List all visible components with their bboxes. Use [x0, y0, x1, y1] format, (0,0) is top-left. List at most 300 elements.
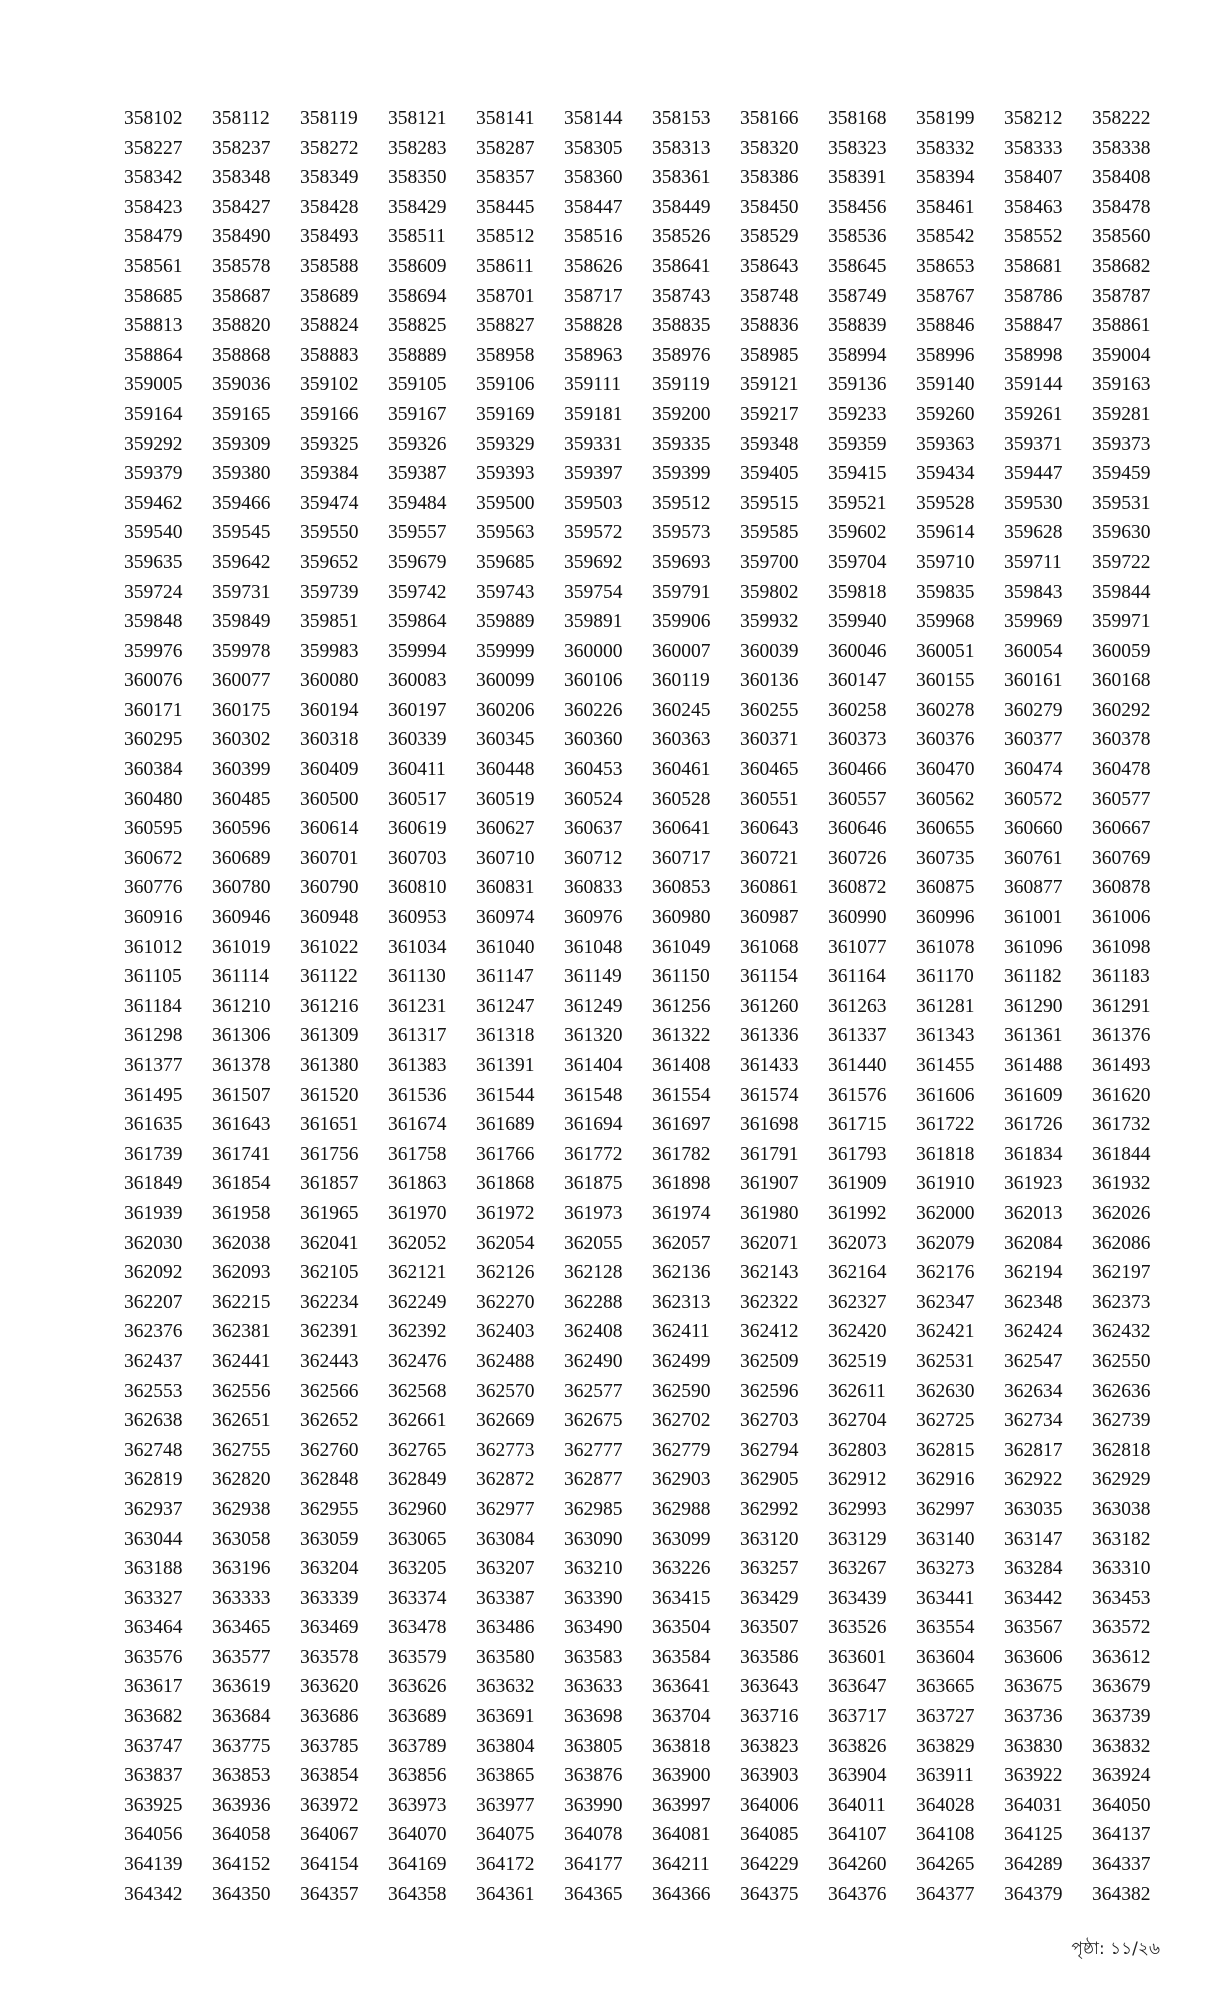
roll-number-cell: 362916 — [916, 1469, 975, 1491]
roll-number-cell: 362054 — [476, 1232, 535, 1254]
roll-number-cell: 360710 — [476, 847, 535, 869]
roll-number-cell: 358478 — [1092, 196, 1151, 218]
roll-number-cell: 362105 — [300, 1262, 359, 1284]
roll-number-cell: 358456 — [828, 196, 887, 218]
roll-number-cell: 360461 — [652, 759, 711, 781]
roll-number-cell: 358825 — [388, 315, 447, 337]
roll-number-cell: 361048 — [564, 936, 623, 958]
roll-number-cell: 362249 — [388, 1291, 447, 1313]
roll-number-cell: 359005 — [124, 374, 183, 396]
roll-number-cell: 362313 — [652, 1291, 711, 1313]
roll-number-cell: 358643 — [740, 255, 799, 277]
roll-number-cell: 358516 — [564, 226, 623, 248]
roll-number-cell: 360155 — [916, 670, 975, 692]
roll-number-cell: 360572 — [1004, 788, 1063, 810]
roll-number-cell: 360080 — [300, 670, 359, 692]
roll-number-cell: 361643 — [212, 1114, 271, 1136]
roll-number-cell: 361939 — [124, 1202, 183, 1224]
roll-number-cell: 362803 — [828, 1439, 887, 1461]
roll-number-cell: 361078 — [916, 936, 975, 958]
roll-number-cell: 358463 — [1004, 196, 1063, 218]
roll-number-cell: 361739 — [124, 1143, 183, 1165]
roll-number-cell: 358767 — [916, 285, 975, 307]
roll-number-cell: 359326 — [388, 433, 447, 455]
roll-number-cell: 359802 — [740, 581, 799, 603]
roll-number-cell: 363038 — [1092, 1498, 1151, 1520]
roll-number-cell: 362207 — [124, 1291, 183, 1313]
roll-number-cell: 363273 — [916, 1558, 975, 1580]
roll-number-cell: 358119 — [300, 108, 358, 129]
roll-number-cell: 364006 — [740, 1794, 799, 1816]
roll-number-cell: 358985 — [740, 344, 799, 366]
roll-number-cell: 363832 — [1092, 1735, 1151, 1757]
roll-number-cell: 361910 — [916, 1173, 975, 1195]
roll-number-cell: 363058 — [212, 1528, 271, 1550]
roll-number-cell: 362566 — [300, 1380, 359, 1402]
roll-number-cell: 359329 — [476, 433, 535, 455]
roll-number-cell: 358839 — [828, 315, 887, 337]
roll-number-cell: 358827 — [476, 315, 535, 337]
roll-number-cell: 360378 — [1092, 729, 1151, 751]
roll-number-cell: 359540 — [124, 522, 183, 544]
roll-number-cell: 363647 — [828, 1676, 887, 1698]
roll-number-cell: 361992 — [828, 1202, 887, 1224]
roll-number-cell: 360528 — [652, 788, 711, 810]
roll-number-cell: 360147 — [828, 670, 887, 692]
roll-number-cell: 362013 — [1004, 1202, 1063, 1224]
roll-number-cell: 360596 — [212, 818, 271, 840]
roll-number-cell: 363775 — [212, 1735, 271, 1757]
roll-number-cell: 359281 — [1092, 403, 1151, 425]
roll-number-cell: 358348 — [212, 167, 271, 189]
roll-number-cell: 360667 — [1092, 818, 1151, 840]
roll-number-cell: 363579 — [388, 1646, 447, 1668]
roll-number-cell: 359373 — [1092, 433, 1151, 455]
roll-number-cell: 359217 — [740, 403, 799, 425]
roll-number-cell: 359531 — [1092, 492, 1151, 514]
roll-number-cell: 359739 — [300, 581, 359, 603]
roll-number-cell: 362912 — [828, 1469, 887, 1491]
roll-number-cell: 360059 — [1092, 640, 1151, 662]
roll-number-cell: 363977 — [476, 1794, 535, 1816]
roll-number-cell: 358864 — [124, 344, 183, 366]
roll-number-cell: 364125 — [1004, 1824, 1063, 1846]
roll-number-cell: 359260 — [916, 403, 975, 425]
roll-number-cell: 361231 — [388, 995, 447, 1017]
roll-number-cell: 359557 — [388, 522, 447, 544]
roll-number-cell: 360376 — [916, 729, 975, 751]
roll-number-cell: 360562 — [916, 788, 975, 810]
roll-number-cell: 360161 — [1004, 670, 1063, 692]
roll-number-cell: 360474 — [1004, 759, 1063, 781]
roll-number-cell: 361974 — [652, 1202, 711, 1224]
roll-number-cell: 363084 — [476, 1528, 535, 1550]
roll-number-cell: 359704 — [828, 551, 887, 573]
roll-number-cell: 358542 — [916, 226, 975, 248]
roll-number-cell: 360470 — [916, 759, 975, 781]
roll-number-cell: 361105 — [124, 966, 182, 988]
roll-number-cell: 358685 — [124, 285, 183, 307]
roll-number-cell: 358320 — [740, 137, 799, 159]
roll-number-cell: 361544 — [476, 1084, 535, 1106]
roll-number-cell: 359379 — [124, 463, 183, 485]
roll-number-cell: 361006 — [1092, 907, 1151, 929]
roll-number-cell: 361383 — [388, 1055, 447, 1076]
roll-number-cell: 358824 — [300, 315, 359, 337]
roll-number-cell: 358323 — [828, 137, 887, 159]
roll-number-cell: 362176 — [916, 1262, 975, 1284]
roll-number-cell: 358222 — [1092, 108, 1151, 129]
roll-number-cell: 360278 — [916, 699, 975, 721]
roll-number-cell: 363911 — [916, 1765, 974, 1787]
roll-number-cell: 361306 — [212, 1025, 271, 1047]
roll-number-cell: 364139 — [124, 1854, 183, 1876]
roll-number-cell: 360054 — [1004, 640, 1063, 662]
roll-number-cell: 362197 — [1092, 1262, 1151, 1284]
roll-number-cell: 361150 — [652, 966, 710, 988]
roll-number-cell: 362725 — [916, 1410, 975, 1432]
roll-number-cell: 362026 — [1092, 1202, 1151, 1224]
roll-number-cell: 363854 — [300, 1765, 359, 1787]
roll-number-cell: 363925 — [124, 1794, 183, 1816]
roll-number-cell: 360206 — [476, 699, 535, 721]
roll-number-cell: 362993 — [828, 1498, 887, 1520]
roll-number-cell: 358846 — [916, 315, 975, 337]
roll-number-cell: 358813 — [124, 315, 183, 337]
roll-number-cell: 363829 — [916, 1735, 975, 1757]
roll-number-cell: 361281 — [916, 995, 975, 1017]
roll-number-cell: 361722 — [916, 1114, 975, 1136]
roll-number-cell: 362988 — [652, 1498, 711, 1520]
roll-number-cell: 360519 — [476, 788, 535, 810]
roll-number-cell: 361154 — [740, 966, 798, 988]
roll-number-cell: 361122 — [300, 966, 358, 988]
roll-number-cell: 360478 — [1092, 759, 1151, 781]
roll-number-cell: 363035 — [1004, 1498, 1063, 1520]
roll-number-cell: 361689 — [476, 1114, 535, 1136]
roll-number-cell: 362703 — [740, 1410, 799, 1432]
roll-number-cell: 363823 — [740, 1735, 799, 1757]
roll-number-cell: 359614 — [916, 522, 975, 544]
roll-number-cell: 363486 — [476, 1617, 535, 1639]
roll-number-cell: 363736 — [1004, 1706, 1063, 1728]
roll-number-cell: 361440 — [828, 1055, 887, 1076]
roll-number-cell: 362443 — [300, 1350, 359, 1372]
roll-number-cell: 360453 — [564, 759, 623, 781]
roll-number-cell: 361818 — [916, 1143, 975, 1165]
roll-number-cell: 363900 — [652, 1765, 711, 1787]
roll-number-cell: 359165 — [212, 403, 271, 425]
roll-number-cell: 363922 — [1004, 1765, 1063, 1787]
roll-number-cell: 361635 — [124, 1114, 183, 1136]
roll-number-cell: 361377 — [124, 1055, 183, 1076]
roll-number-cell: 363617 — [124, 1676, 183, 1698]
roll-number-cell: 364229 — [740, 1854, 799, 1876]
roll-number-cell: 363507 — [740, 1617, 799, 1639]
roll-number-cell: 364177 — [564, 1854, 623, 1876]
roll-number-cell: 358449 — [652, 196, 711, 218]
roll-number-cell: 361958 — [212, 1202, 271, 1224]
roll-number-cell: 358536 — [828, 226, 887, 248]
roll-number-cell: 361216 — [300, 995, 359, 1017]
roll-number-cell: 362519 — [828, 1350, 887, 1372]
roll-number-cell: 363804 — [476, 1735, 535, 1757]
roll-number-cell: 359359 — [828, 433, 887, 455]
roll-number-cell: 360996 — [916, 907, 975, 929]
roll-number-cell: 358861 — [1092, 315, 1151, 337]
roll-number-cell: 363429 — [740, 1587, 799, 1609]
roll-number-cell: 360831 — [476, 877, 535, 899]
roll-number-cell: 358332 — [916, 137, 975, 159]
roll-number-cell: 361782 — [652, 1143, 711, 1165]
roll-number-cell: 363853 — [212, 1765, 271, 1787]
roll-number-cell: 359331 — [564, 433, 623, 455]
roll-number-cell: 363675 — [1004, 1676, 1063, 1698]
roll-number-cell: 363936 — [212, 1794, 271, 1816]
roll-number-cell: 359585 — [740, 522, 799, 544]
roll-number-cell: 362391 — [300, 1321, 359, 1343]
roll-number-cell: 359693 — [652, 551, 711, 573]
roll-number-cell: 363267 — [828, 1558, 887, 1580]
roll-number-cell: 362509 — [740, 1350, 799, 1372]
roll-number-cell: 360916 — [124, 907, 183, 929]
roll-number-cell: 363442 — [1004, 1587, 1063, 1609]
roll-number-cell: 360641 — [652, 818, 711, 840]
roll-number-cell: 358408 — [1092, 167, 1151, 189]
roll-number-cell: 362779 — [652, 1439, 711, 1461]
roll-number-cell: 362590 — [652, 1380, 711, 1402]
roll-number-cell: 358653 — [916, 255, 975, 277]
roll-number-cell: 363604 — [916, 1646, 975, 1668]
roll-number-cell: 364211 — [652, 1854, 710, 1876]
roll-number-cell: 360726 — [828, 847, 887, 869]
roll-number-cell: 358749 — [828, 285, 887, 307]
roll-number-cell: 359462 — [124, 492, 183, 514]
roll-number-cell: 361875 — [564, 1173, 623, 1195]
roll-number-cell: 360106 — [564, 670, 623, 692]
roll-number-cell: 362992 — [740, 1498, 799, 1520]
roll-number-cell: 358958 — [476, 344, 535, 366]
roll-number-cell: 359387 — [388, 463, 447, 485]
roll-number-cell: 360990 — [828, 907, 887, 929]
roll-number-cell: 362922 — [1004, 1469, 1063, 1491]
roll-number-cell: 363504 — [652, 1617, 711, 1639]
roll-number-cell: 363567 — [1004, 1617, 1063, 1639]
roll-number-cell: 360136 — [740, 670, 799, 692]
roll-number-cell: 363990 — [564, 1794, 623, 1816]
roll-number-cell: 360974 — [476, 907, 535, 929]
roll-number-cell: 362704 — [828, 1410, 887, 1432]
roll-number-cell: 361698 — [740, 1114, 799, 1136]
roll-number-cell: 358689 — [300, 285, 359, 307]
roll-number-cell: 359652 — [300, 551, 359, 573]
roll-number-cell: 360292 — [1092, 699, 1151, 721]
roll-number-cell: 362288 — [564, 1291, 623, 1313]
roll-number-cell: 358994 — [828, 344, 887, 366]
roll-number-cell: 359004 — [1092, 344, 1151, 366]
roll-number-cell: 364081 — [652, 1824, 711, 1846]
roll-number-cell: 358552 — [1004, 226, 1063, 248]
roll-number-cell: 358645 — [828, 255, 887, 277]
roll-number-cell: 363691 — [476, 1706, 535, 1728]
roll-number-cell: 362030 — [124, 1232, 183, 1254]
roll-number-cell: 358609 — [388, 255, 447, 277]
roll-number-cell: 363583 — [564, 1646, 623, 1668]
roll-number-cell: 364056 — [124, 1824, 183, 1846]
roll-number-cell: 364031 — [1004, 1794, 1063, 1816]
roll-number-cell: 359983 — [300, 640, 359, 662]
roll-number-cell: 360384 — [124, 759, 183, 781]
roll-number-cell: 359163 — [1092, 374, 1151, 396]
roll-number-cell: 363140 — [916, 1528, 975, 1550]
page-number: পৃষ্ঠা: ১১/২৬ — [1071, 1939, 1160, 1959]
roll-number-cell: 359889 — [476, 611, 535, 633]
roll-number-cell: 358479 — [124, 226, 183, 248]
roll-number-cell: 361433 — [740, 1055, 799, 1076]
roll-number-cell: 359635 — [124, 551, 183, 573]
roll-number-cell: 360046 — [828, 640, 887, 662]
roll-number-cell: 360373 — [828, 729, 887, 751]
roll-number-cell: 362348 — [1004, 1291, 1063, 1313]
roll-number-cell: 359530 — [1004, 492, 1063, 514]
roll-number-cell: 362611 — [828, 1380, 886, 1402]
roll-number-cell: 362777 — [564, 1439, 623, 1461]
roll-number-cell: 359515 — [740, 492, 799, 514]
roll-number-cell: 361972 — [476, 1202, 535, 1224]
roll-number-cell: 361320 — [564, 1025, 623, 1047]
roll-number-cell: 360712 — [564, 847, 623, 869]
roll-number-cell: 359105 — [388, 374, 447, 396]
roll-number-cell: 361973 — [564, 1202, 623, 1224]
roll-number-cell: 358493 — [300, 226, 359, 248]
roll-number-cell: 361726 — [1004, 1114, 1063, 1136]
roll-number-cell: 363554 — [916, 1617, 975, 1639]
roll-number-cell: 360318 — [300, 729, 359, 751]
roll-number-cell: 362819 — [124, 1469, 183, 1491]
roll-number-cell: 363612 — [1092, 1646, 1151, 1668]
roll-number-cell: 362955 — [300, 1498, 359, 1520]
roll-number-cell: 361408 — [652, 1055, 711, 1076]
roll-number-cell: 358641 — [652, 255, 711, 277]
roll-number-cell: 363643 — [740, 1676, 799, 1698]
roll-number-cell: 359233 — [828, 403, 887, 425]
roll-number-cell: 363580 — [476, 1646, 535, 1668]
roll-number-cell: 362634 — [1004, 1380, 1063, 1402]
roll-number-cell: 359722 — [1092, 551, 1151, 573]
roll-number-cell: 362412 — [740, 1321, 799, 1343]
roll-number-cell: 360171 — [124, 699, 183, 721]
roll-number-cell: 362476 — [388, 1350, 447, 1372]
roll-number-cell: 363665 — [916, 1676, 975, 1698]
roll-number-cell: 363632 — [476, 1676, 535, 1698]
roll-number-cell: 361012 — [124, 936, 183, 958]
roll-number-cell: 358305 — [564, 137, 623, 159]
roll-number-cell: 362441 — [212, 1350, 271, 1372]
roll-number-cell: 360637 — [564, 818, 623, 840]
roll-number-cell: 361793 — [828, 1143, 887, 1165]
roll-number-cell: 361970 — [388, 1202, 447, 1224]
roll-number-cell: 360279 — [1004, 699, 1063, 721]
roll-number-cell: 361756 — [300, 1143, 359, 1165]
roll-number-cell: 358102 — [124, 108, 183, 129]
roll-number-cell: 361493 — [1092, 1055, 1151, 1076]
roll-number-cell: 360480 — [124, 788, 183, 810]
roll-number-cell: 361380 — [300, 1055, 359, 1076]
roll-number-cell: 362499 — [652, 1350, 711, 1372]
roll-number-cell: 363830 — [1004, 1735, 1063, 1757]
roll-number-cell: 363865 — [476, 1765, 535, 1787]
roll-number-cell: 360619 — [388, 818, 447, 840]
roll-number-cell: 364085 — [740, 1824, 799, 1846]
roll-number-cell: 361980 — [740, 1202, 799, 1224]
roll-number-cell: 362636 — [1092, 1380, 1151, 1402]
roll-number-cell: 360717 — [652, 847, 711, 869]
roll-number-cell: 361834 — [1004, 1143, 1063, 1165]
roll-number-cell: 359602 — [828, 522, 887, 544]
roll-number-cell: 363464 — [124, 1617, 183, 1639]
roll-number-cell: 360980 — [652, 907, 711, 929]
roll-number-cell: 362596 — [740, 1380, 799, 1402]
roll-number-cell: 359978 — [212, 640, 271, 662]
roll-number-cell: 363120 — [740, 1528, 799, 1550]
roll-number-cell: 360672 — [124, 847, 183, 869]
roll-number-cell: 358153 — [652, 108, 711, 129]
roll-number-cell: 359380 — [212, 463, 271, 485]
roll-number-cell: 360790 — [300, 877, 359, 899]
roll-number-cell: 361606 — [916, 1084, 975, 1106]
roll-number-cell: 363478 — [388, 1617, 447, 1639]
roll-number-cell: 361249 — [564, 995, 623, 1017]
roll-number-cell: 363453 — [1092, 1587, 1151, 1609]
roll-number-cell: 360646 — [828, 818, 887, 840]
roll-number-cell: 362322 — [740, 1291, 799, 1313]
roll-number-cell: 360363 — [652, 729, 711, 751]
roll-number-cell: 362903 — [652, 1469, 711, 1491]
roll-number-cell: 358166 — [740, 108, 799, 129]
roll-number-cell: 359466 — [212, 492, 271, 514]
roll-number-cell: 362820 — [212, 1469, 271, 1491]
roll-number-cell: 363469 — [300, 1617, 359, 1639]
roll-number-cell: 359864 — [388, 611, 447, 633]
roll-number-cell: 363182 — [1092, 1528, 1151, 1550]
roll-number-cell: 361932 — [1092, 1173, 1151, 1195]
roll-number-cell: 361857 — [300, 1173, 359, 1195]
roll-number-cell: 363997 — [652, 1794, 711, 1816]
roll-number-cell: 358429 — [388, 196, 447, 218]
roll-number-cell: 364342 — [124, 1883, 183, 1905]
roll-number-cell: 362938 — [212, 1498, 271, 1520]
roll-number-cell: 358578 — [212, 255, 271, 277]
roll-number-cell: 363526 — [828, 1617, 887, 1639]
roll-number-cell: 364070 — [388, 1824, 447, 1846]
roll-number-cell: 363465 — [212, 1617, 271, 1639]
roll-number-cell: 363099 — [652, 1528, 711, 1550]
roll-number-cell: 362408 — [564, 1321, 623, 1343]
roll-number-cell: 359181 — [564, 403, 623, 425]
roll-number-cell: 359111 — [564, 374, 622, 396]
roll-number-cell: 361554 — [652, 1084, 711, 1106]
roll-number-cell: 359932 — [740, 611, 799, 633]
roll-number-cell: 360701 — [300, 847, 359, 869]
roll-number-cell: 359167 — [388, 403, 447, 425]
roll-number-cell: 362848 — [300, 1469, 359, 1491]
roll-number-cell: 363818 — [652, 1735, 711, 1757]
roll-number-cell: 363633 — [564, 1676, 623, 1698]
roll-number-cell: 359891 — [564, 611, 623, 633]
roll-number-cell: 361040 — [476, 936, 535, 958]
roll-number-cell: 363805 — [564, 1735, 623, 1757]
roll-number-cell: 362765 — [388, 1439, 447, 1461]
